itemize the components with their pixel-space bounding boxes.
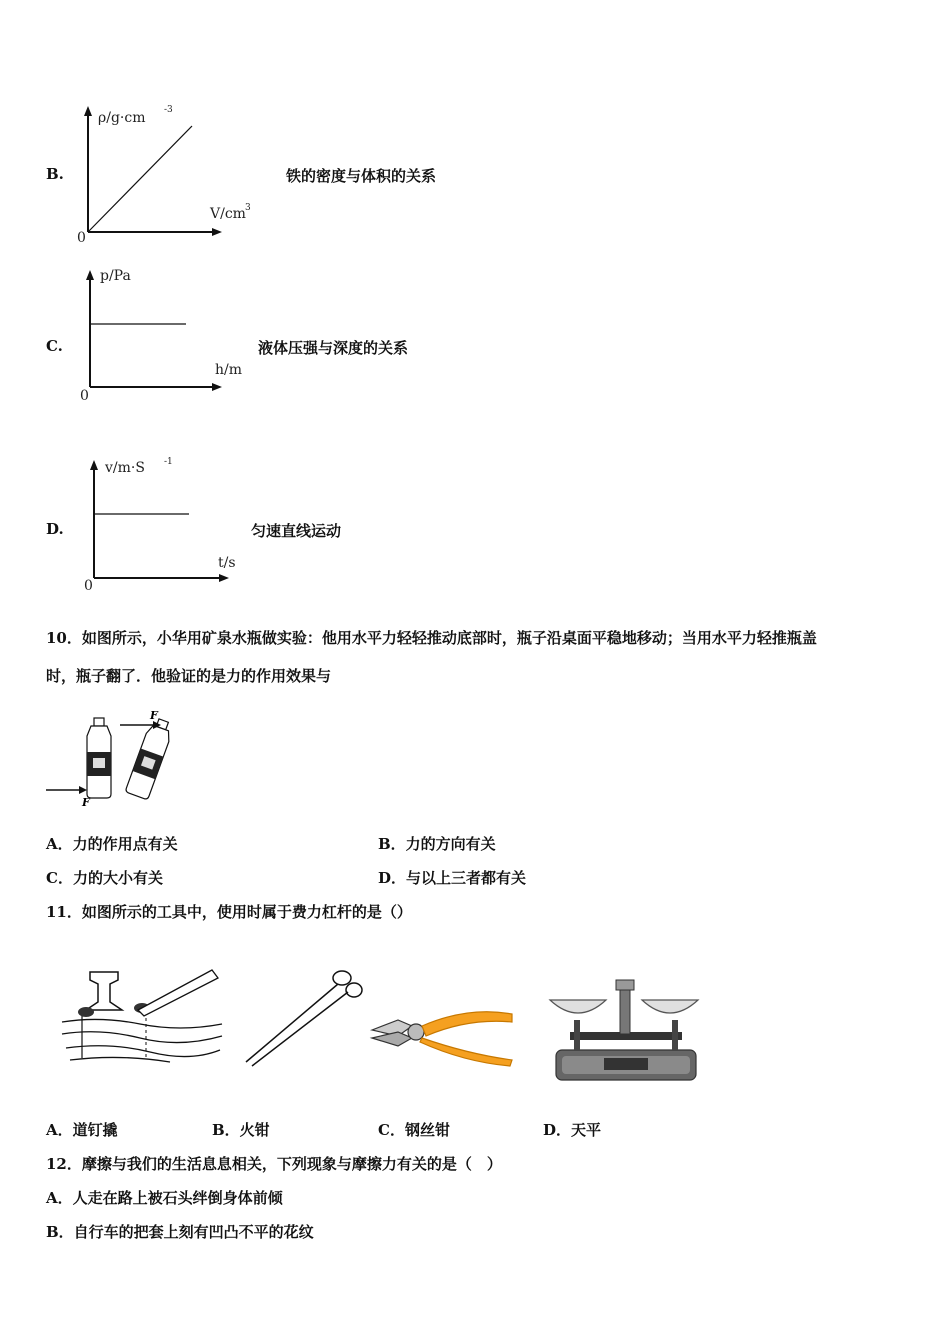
- velocity-time-graph: [72, 452, 272, 597]
- question-12-stem: 12．摩擦与我们的生活息息相关，下列现象与摩擦力有关的是（ ）: [46, 1155, 502, 1173]
- option-letter-d: D.: [46, 520, 64, 538]
- q12-option-b[interactable]: B．自行车的把套上刻有凹凸不平的花纹: [46, 1223, 314, 1241]
- proportional-line: [88, 126, 192, 232]
- upright-bottle: [87, 718, 111, 798]
- graph-b-caption: 铁的密度与体积的关系: [286, 167, 437, 185]
- force-label-top: F: [150, 709, 158, 722]
- water-bottle-figure: [44, 706, 184, 810]
- q10-option-d[interactable]: D．与以上三者都有关: [378, 869, 527, 887]
- option-letter-c: C.: [46, 337, 63, 355]
- y-axis-label-sup: -1: [164, 457, 173, 467]
- q11-option-d[interactable]: D．天平: [543, 1121, 602, 1139]
- density-volume-graph: [70, 100, 270, 250]
- x-axis-label-sup: 3: [245, 203, 251, 213]
- q12-option-a[interactable]: A．人走在路上被石头绊倒身体前倾: [46, 1189, 283, 1207]
- question-10-stem: [46, 619, 926, 695]
- origin-label: 0: [84, 578, 93, 594]
- y-axis-label: ρ/g·cm: [98, 110, 146, 126]
- y-axis-label: v/m·S: [105, 460, 145, 476]
- origin-label: 0: [77, 230, 86, 246]
- question-11-stem: 11．如图所示的工具中，使用时属于费力杠杆的是（）: [46, 903, 412, 921]
- fire-tongs-figure: [242, 964, 367, 1068]
- force-label-bottom: F: [82, 796, 90, 809]
- q11-option-a[interactable]: A．道钉撬: [46, 1121, 118, 1139]
- x-axis-label: V/cm: [210, 206, 246, 222]
- rail-spike-lever-figure: [60, 966, 225, 1066]
- pliers-figure: [368, 1002, 518, 1068]
- option-letter-b: B.: [46, 165, 64, 183]
- tipping-bottle: [125, 716, 175, 799]
- q10-option-b[interactable]: B．力的方向有关: [378, 835, 496, 853]
- q11-option-c[interactable]: C．钢丝钳: [378, 1121, 450, 1139]
- q10-option-a[interactable]: A．力的作用点有关: [46, 835, 178, 853]
- graph-d-caption: 匀速直线运动: [251, 522, 342, 540]
- balance-scale-figure: [548, 976, 703, 1084]
- pressure-depth-graph: [70, 262, 270, 407]
- x-axis-label: t/s: [218, 555, 236, 571]
- q11-option-b[interactable]: B．火钳: [212, 1121, 270, 1139]
- y-axis-label: p/Pa: [100, 268, 131, 284]
- graph-c-caption: 液体压强与深度的关系: [258, 339, 409, 357]
- question-10-line-1: 10．如图所示，小华用矿泉水瓶做实验：他用水平力轻轻推动底部时，瓶子沿桌面平稳地移动；当用水平力轻推瓶盖: [46, 629, 817, 647]
- y-axis-label-sup: -3: [164, 105, 173, 115]
- question-10-line-2: 时，瓶子翻了．他验证的是力的作用效果与: [46, 667, 332, 685]
- origin-label: 0: [80, 388, 89, 404]
- x-axis-label: h/m: [215, 362, 243, 378]
- q10-option-c[interactable]: C．力的大小有关: [46, 869, 163, 887]
